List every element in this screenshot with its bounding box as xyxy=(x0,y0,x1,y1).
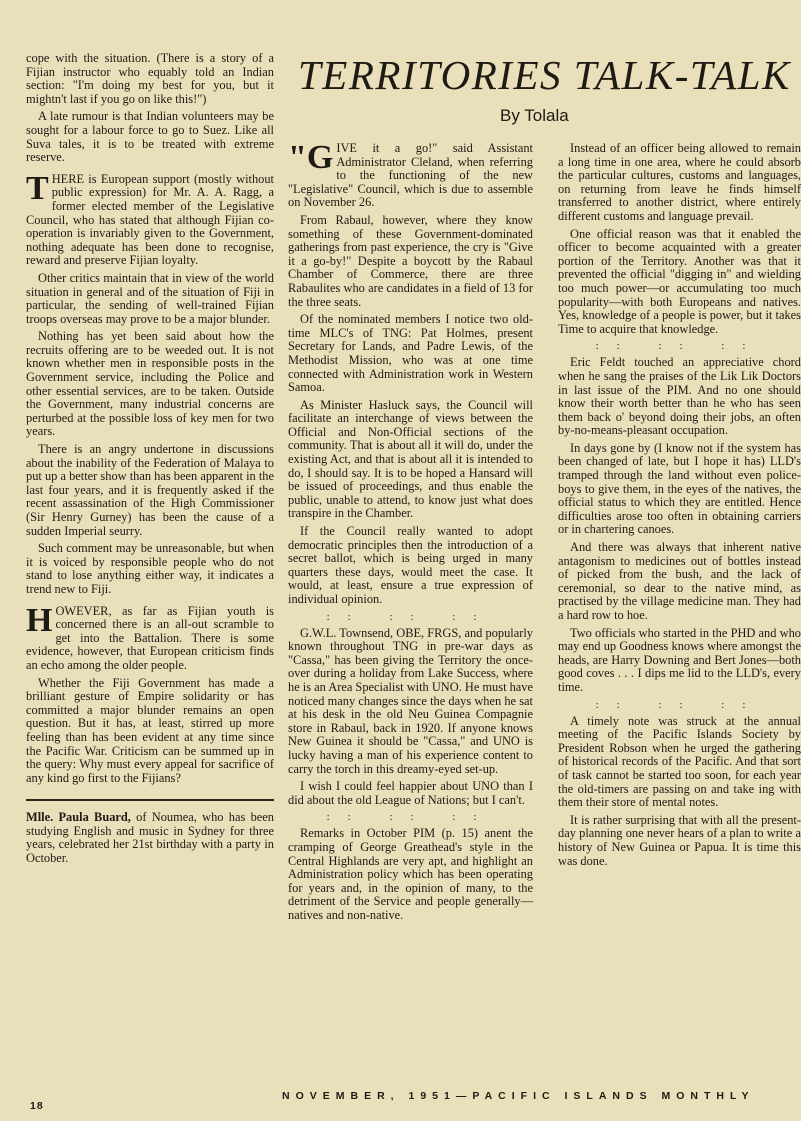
paragraph: Such comment may be unreasonable, but when it is voiced by responsible people who do not stand to lose anything either way, it indicates a trend new to Fiji. xyxy=(26,541,274,596)
separator: :: :: :: xyxy=(326,610,495,623)
byline: By Tolala xyxy=(500,106,569,125)
paragraph: One official reason was that it enabled the officer to become acquainted with a greater portion of the Territory. Another was that it prevented the official "digging in" and wielding too much power—or accumulating too much popularity—with both Europeans and natives. Yes, knowledge of a people is power, but it takes Time to acquire that knowledge. xyxy=(558,226,801,336)
footer-issue-line: NOVEMBER, 1951—PACIFIC ISLANDS MONTHLY xyxy=(282,1090,755,1102)
paragraph: It is rather surprising that with all the present-day planning one never hears of a plan to write a history of New Guinea or Papua. It is time this was done. xyxy=(558,812,801,868)
paragraph: G.W.L. Townsend, OBE, FRGS, and popularly known throughout TNG in pre-war days as "Cassa," has been giving the Territory the once-over during a holiday from Lake Success, where he is an Area Specialist with UNO. He must have noticed many changes since the days when he sat at his desk in the old Neu Guinea Compagnie store in Rabaul, back in 1920. If anyone knows New Guinea it should be "Cassa," and UNO is lucky having a man of his experience content to carry the torch in this dreamy-eyed set-up. xyxy=(288,625,534,776)
drop-cap: H xyxy=(26,601,53,639)
paragraph: And there was always that inherent native antagonism to medicines out of bottles instead of picked from the bush, and the lack of ceremonial, so dear to the native mind, as practised by the village medicine man. They had a hard row to hoe. xyxy=(558,540,801,622)
drop-cap: "G xyxy=(288,139,334,176)
page-footer xyxy=(0,1090,801,1114)
paragraph-text: IVE it a go!" said Assistant Administrator Cleland, when referring to the functioning of the new "Legislative" Council, which is due to assemble on November 26. xyxy=(288,141,533,210)
paragraph: Instead of an officer being allowed to remain a long time in one area, where he could absorb the particular cultures, customs and languages, on returning from leave he finds himself transferred to another district, where entirely different customs and language prevail. xyxy=(558,141,801,223)
paragraph: If the Council really wanted to adopt democratic principles then the introduction of a secret ballot, which is being urged in many quarters these days, would meet the case. It would, at least, ensure a true expression of individual opinion. xyxy=(288,524,533,606)
paragraph: A timely note was struck at the annual meeting of the Pacific Islands Society by President Robson when he urged the gathering of historical records of the Pacific. And that sort of task cannot be started too soon, for each year the old-timers are passing on and take ing with them their store of mental notes. xyxy=(558,713,801,810)
paragraph: There is an angry undertone in discussions about the inability of the Federation of Malaya to put up a better show than has been apparent in the last four years, and it is frequently asked if the recent assassination of the High Commissioner (Sir Henry Gurney) has been the cause of a sudden Imperial seurry. xyxy=(26,442,274,538)
drop-cap: T xyxy=(26,169,49,207)
paragraph: In days gone by (I know not if the system has been changed of late, but I hope it has) LLD's tramped through the land without even police-boys to give them, in the eyes of the natives, the official status to which they are entitled. Hence difficulties arose too often in obtaining carriers or in chartering canoes. xyxy=(558,440,801,537)
paragraph xyxy=(288,139,533,210)
paragraph: Whether the Fiji Government has made a brilliant gesture of Empire solidarity or has committed a major blunder remains an open question. But it has, at least, stirred up more feeling than has been evident at any time since the Pacific War. Criticism can be summed up in the query: Why must every appeal for sacrifice of any kind go first to the Fijians? xyxy=(26,675,274,785)
article-title: TERRITORIES TALK-TALK xyxy=(298,52,791,98)
paragraph: Remarks in October PIM (p. 15) anent the cramping of George Greathead's style in the Central Highlands are very apt, and highlight an Administration policy which has been operating for years and, in the opinion of many, to the detriment of the Service and people generally—natives and non-native. xyxy=(288,826,533,922)
column-3 xyxy=(558,142,801,872)
paragraph: Eric Feldt touched an appreciative chord when he sang the praises of the Lik Lik Doctors in last issue of the PIM. And no one should know their worth better than he who has seen them back o' beyond doing their jobs, an often by-no-means-pleasant occupation. xyxy=(558,355,801,438)
paragraph xyxy=(26,601,274,673)
bold-lead-name: Mlle. Paula Buard, xyxy=(26,810,131,825)
paragraph: Two officials who started in the PHD and who may end up Goodness knows where amongst the heads, are Harry Downing and Bert Jones—both good coves . . . I dips me lid to the LLD's, every time. xyxy=(558,625,801,694)
paragraph: I wish I could feel happier about UNO than I did about the old League of Nations; but I can't. xyxy=(288,779,533,807)
paragraph: Nothing has yet been said about how the recruits offering are to be weeded out. It is not known whether men in responsible posts in the Government service, including the Police and other essential services, are to be taken. Outside the Government, many industrial concerns are perturbed at the possible loss of key men for two years. xyxy=(26,329,274,439)
section-divider xyxy=(26,799,274,801)
paragraph: From Rabaul, however, where they know something of these Government-dominated gatherings from past experience, the cry is "Give it a go-by!" Despite a boycott by the Rabaul Chamber of Commerce, there are three Rabaulites who are candidates in a field of 13 for the three seats. xyxy=(288,212,533,309)
paragraph-text: of Noumea, who has been studying English and music in Sydney for three years, celebrated her 21st birthday with a party in October. xyxy=(26,810,274,866)
page-number: 18 xyxy=(30,1100,44,1112)
separator: :: :: :: xyxy=(595,340,764,353)
separator: :: :: :: xyxy=(326,811,495,824)
paragraph xyxy=(26,169,274,268)
paragraph: Other critics maintain that in view of the world situation in general and of the situation of Fiji in particular, the sending of well-trained Fijian troops overseas may prove to be a major blunder. xyxy=(26,270,274,326)
paragraph-text: OWEVER, as far as Fijian youth is concerned there is an all-out scramble to get into the Battalion. There is some evidence, however, that European criticism finds an echo among the older people. xyxy=(26,603,274,672)
paragraph: As Minister Hasluck says, the Council will facilitate an interchange of views between the Official and Non-Official sections of the community. That is about all it will do, under the existing Act, and that is about all it is intended to do, I should say. It is to be hoped a Hansard will be issued of proceedings, and thus enable the public, unable to attend, to know just what does transpire in the Chamber. xyxy=(288,397,533,521)
paragraph xyxy=(26,811,274,865)
column-1 xyxy=(26,52,274,870)
separator: :: :: :: xyxy=(595,698,764,711)
paragraph: Of the nominated members I notice two old-time MLC's of TNG: Pat Holmes, present Secretary for Lands, and Padre Lewis, of the Methodist Mission, who was at one time connected with Administration work in Western Samoa. xyxy=(288,312,533,395)
paragraph-text: HERE is European support (mostly without public expression) for Mr. A. A. Ragg, a former elected member of the Legislative Council, who has stated that although Fijian co-operation is invariably given to the Government, nothing adequate has been done to recognise, reward and preserve Fijian loyalty. xyxy=(26,171,274,268)
paragraph: A late rumour is that Indian volunteers may be sought for a labour force to go to Suez. Like all Suva tales, it is to be treated with extreme reserve. xyxy=(26,109,274,165)
column-2 xyxy=(288,139,534,926)
paragraph: cope with the situation. (There is a story of a Fijian instructor who equably told an Indian section: "I'm doing my best for you, but it mightn't last if you go on like this!") xyxy=(26,51,274,106)
